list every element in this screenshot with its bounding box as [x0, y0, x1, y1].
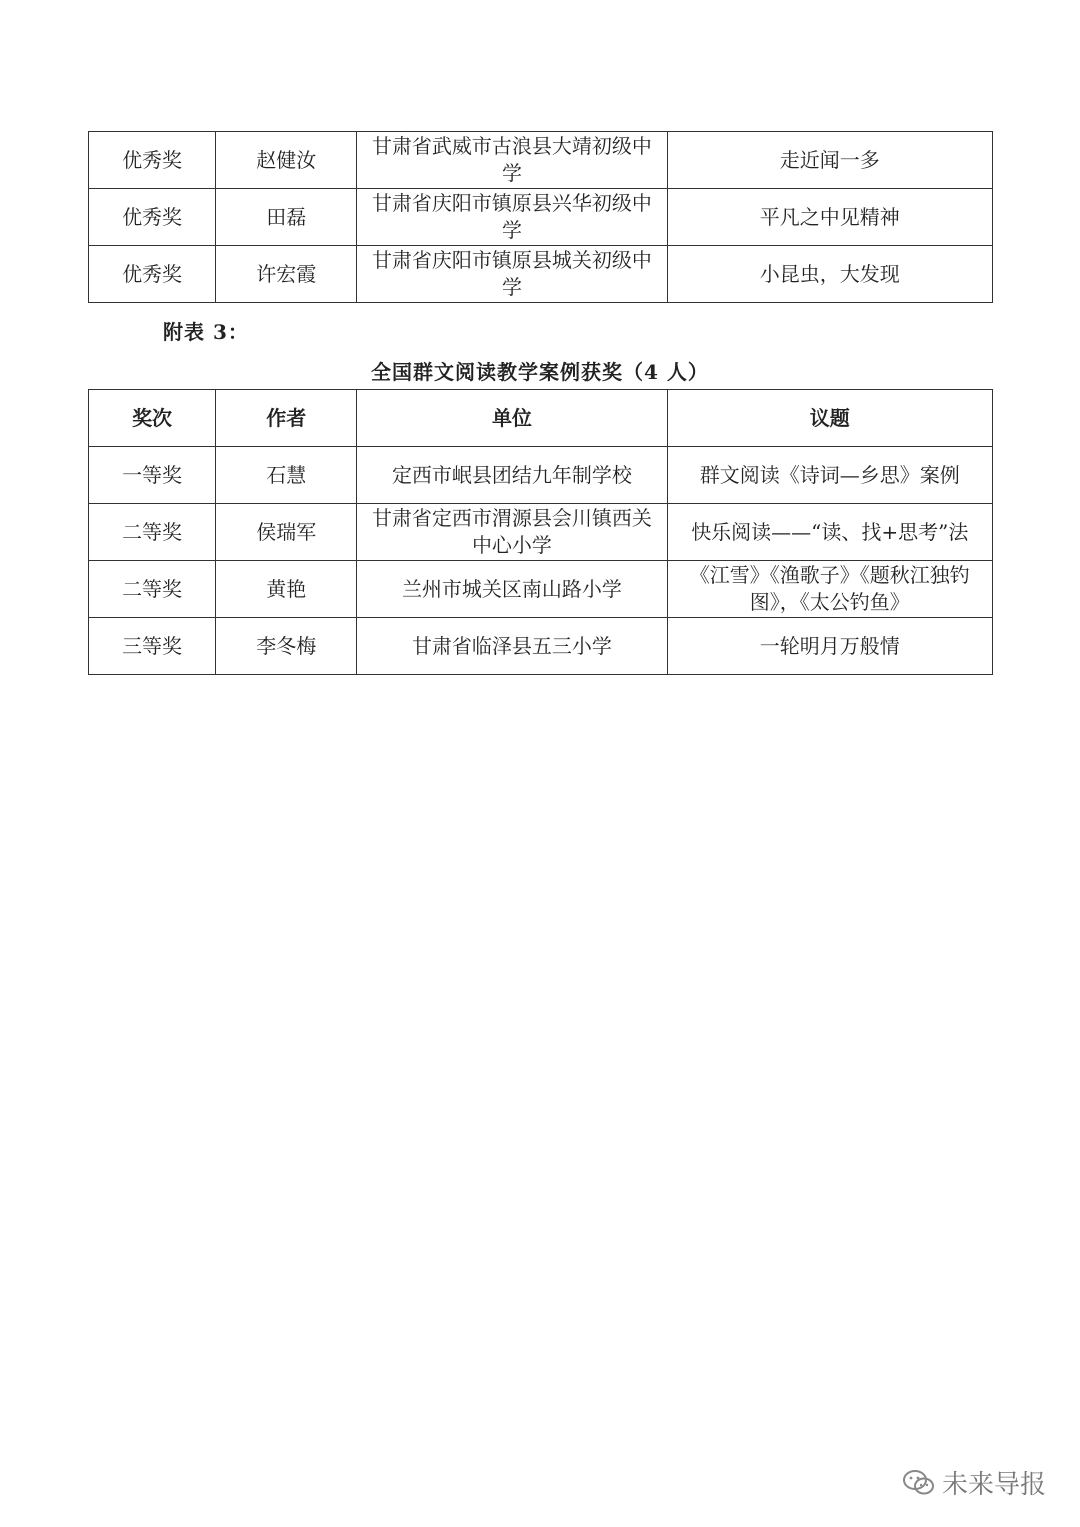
author-cell: 赵健汝	[216, 132, 357, 189]
topic-cell: 小昆虫，大发现	[667, 246, 992, 303]
topic-cell: 快乐阅读——“读、找+思考”法	[667, 504, 992, 561]
unit-cell: 甘肃省庆阳市镇原县城关初级中学	[357, 246, 667, 303]
header-author: 作者	[216, 390, 357, 447]
table-row	[89, 618, 993, 675]
award-cell: 二等奖	[89, 504, 216, 561]
award-cell: 一等奖	[89, 447, 216, 504]
award-cell: 三等奖	[89, 618, 216, 675]
topic-cell: 《江雪》《渔歌子》《题秋江独钓图》，《太公钓鱼》	[667, 561, 992, 618]
unit-cell: 兰州市城关区南山路小学	[357, 561, 667, 618]
table-title: 全国群文阅读教学案例获奖（4 人）	[371, 360, 709, 384]
unit-cell: 甘肃省定西市渭源县会川镇西关中心小学	[357, 504, 667, 561]
watermark	[902, 1464, 1046, 1501]
topic-cell: 一轮明月万般情	[667, 618, 992, 675]
author-cell: 黄艳	[216, 561, 357, 618]
award-cell: 二等奖	[89, 561, 216, 618]
table-row	[89, 561, 993, 618]
award-cell: 优秀奖	[89, 246, 216, 303]
award-table-teaching-cases	[88, 389, 993, 675]
award-table-excellent	[88, 131, 993, 303]
unit-cell: 甘肃省临泽县五三小学	[357, 618, 667, 675]
author-cell: 石慧	[216, 447, 357, 504]
author-cell: 田磊	[216, 189, 357, 246]
table-row	[89, 189, 993, 246]
wechat-icon	[902, 1469, 936, 1497]
author-cell: 许宏霞	[216, 246, 357, 303]
author-cell: 李冬梅	[216, 618, 357, 675]
table-header-row	[89, 390, 993, 447]
unit-cell: 定西市岷县团结九年制学校	[357, 447, 667, 504]
unit-cell: 甘肃省武威市古浪县大靖初级中学	[357, 132, 667, 189]
author-cell: 侯瑞军	[216, 504, 357, 561]
header-award: 奖次	[89, 390, 216, 447]
table-row	[89, 246, 993, 303]
unit-cell: 甘肃省庆阳市镇原县兴华初级中学	[357, 189, 667, 246]
topic-cell: 平凡之中见精神	[667, 189, 992, 246]
table-row	[89, 447, 993, 504]
topic-cell: 走近闻一多	[667, 132, 992, 189]
appendix-label: 附表 3：	[163, 320, 249, 344]
table-row	[89, 132, 993, 189]
table-row	[89, 504, 993, 561]
watermark-text: 未来导报	[941, 1470, 1046, 1500]
header-unit: 单位	[357, 390, 667, 447]
award-cell: 优秀奖	[89, 189, 216, 246]
award-cell: 优秀奖	[89, 132, 216, 189]
header-topic: 议题	[667, 390, 992, 447]
topic-cell: 群文阅读《诗词—乡思》案例	[667, 447, 992, 504]
